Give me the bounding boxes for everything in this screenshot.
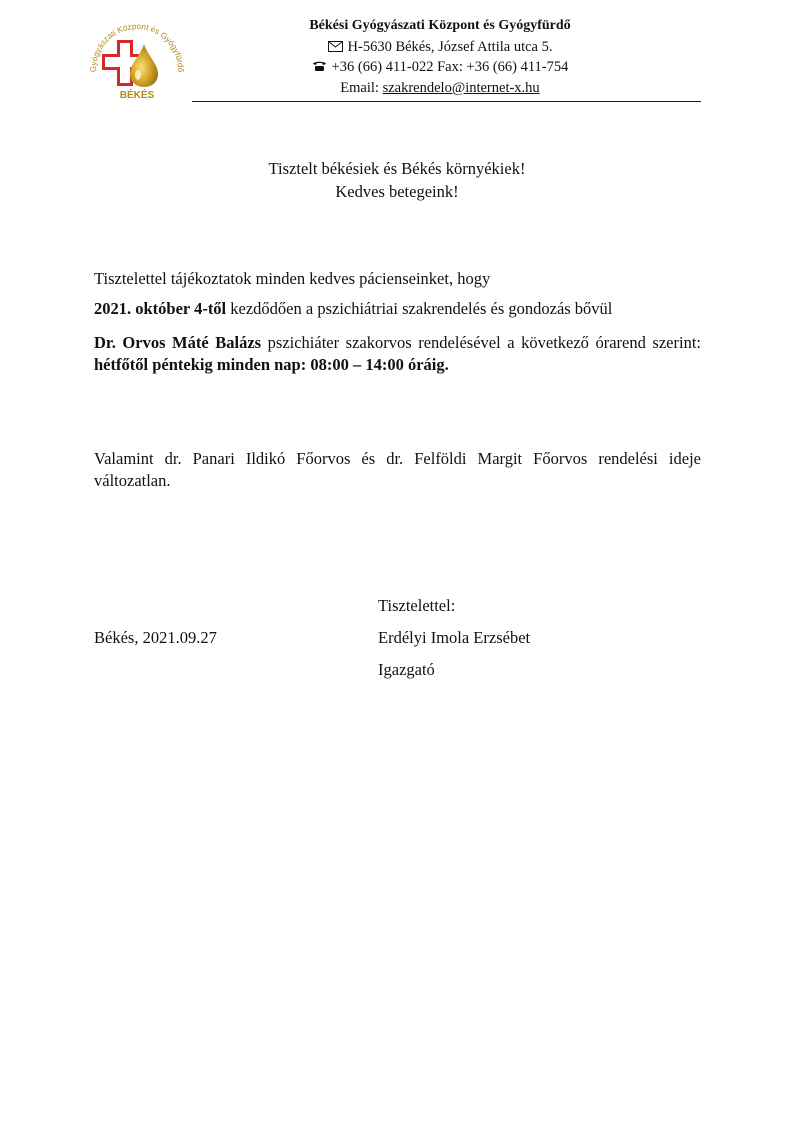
logo-arc-text: Gyógyászati Központ és Gyógyfürdő [88,21,186,73]
place-date: Békés, 2021.09.27 [94,628,217,647]
intro-paragraph: Tisztelettel tájékoztatok minden kedves pácienseinket, hogy [94,269,491,288]
email-link[interactable]: szakrendelo@internet-x.hu [382,79,540,96]
doctor-description: pszichiáter szakorvos rendelésével a következő órarend szerint: [261,333,701,352]
doctor-paragraph [94,332,701,376]
signatory-title: Igazgató [378,660,435,679]
start-date-rest: kezdődően a pszichiátriai szakrendelés és gondozás bővül [226,299,613,318]
schedule-text: hétfőtől péntekig minden nap: 08:00 – 14:00 óráig. [94,355,449,374]
header-divider [192,101,701,102]
salutation-line-1: Tisztelt békésiek és Békés környékiek! [268,159,526,178]
signatory-name: Erdélyi Imola Erzsébet [378,628,531,647]
start-date-bold: 2021. október 4-től [94,299,227,318]
email-line [240,78,640,99]
closing-text: Tisztelettel: [378,596,456,615]
start-date-paragraph [94,298,701,320]
phone-fax-text: +36 (66) 411-022 Fax: +36 (66) 411-754 [331,59,569,75]
address-line [240,37,640,58]
institution-logo [82,14,192,102]
letterhead [240,16,640,98]
address-text: H-5630 Békés, József Attila utca 5. [347,38,553,55]
email-label: Email: [340,79,383,96]
salutation [94,157,700,203]
envelope-icon [328,38,344,50]
telephone-icon [312,58,328,70]
salutation-line-2: Kedves betegeink! [335,182,459,201]
golden-drop-icon [130,44,158,87]
logo-city-text: BÉKÉS [119,90,155,101]
phone-line [240,57,640,78]
unchanged-paragraph: Valamint dr. Panari Ildikó Főorvos és dr. Felföldi Margit Főorvos rendelési ideje változatlan. [94,449,701,490]
doctor-name: Dr. Orvos Máté Balázs [94,333,262,352]
logo-graphic [82,14,192,102]
organization-name: Békési Gyógyászati Központ és Gyógyfürdő [309,18,571,33]
